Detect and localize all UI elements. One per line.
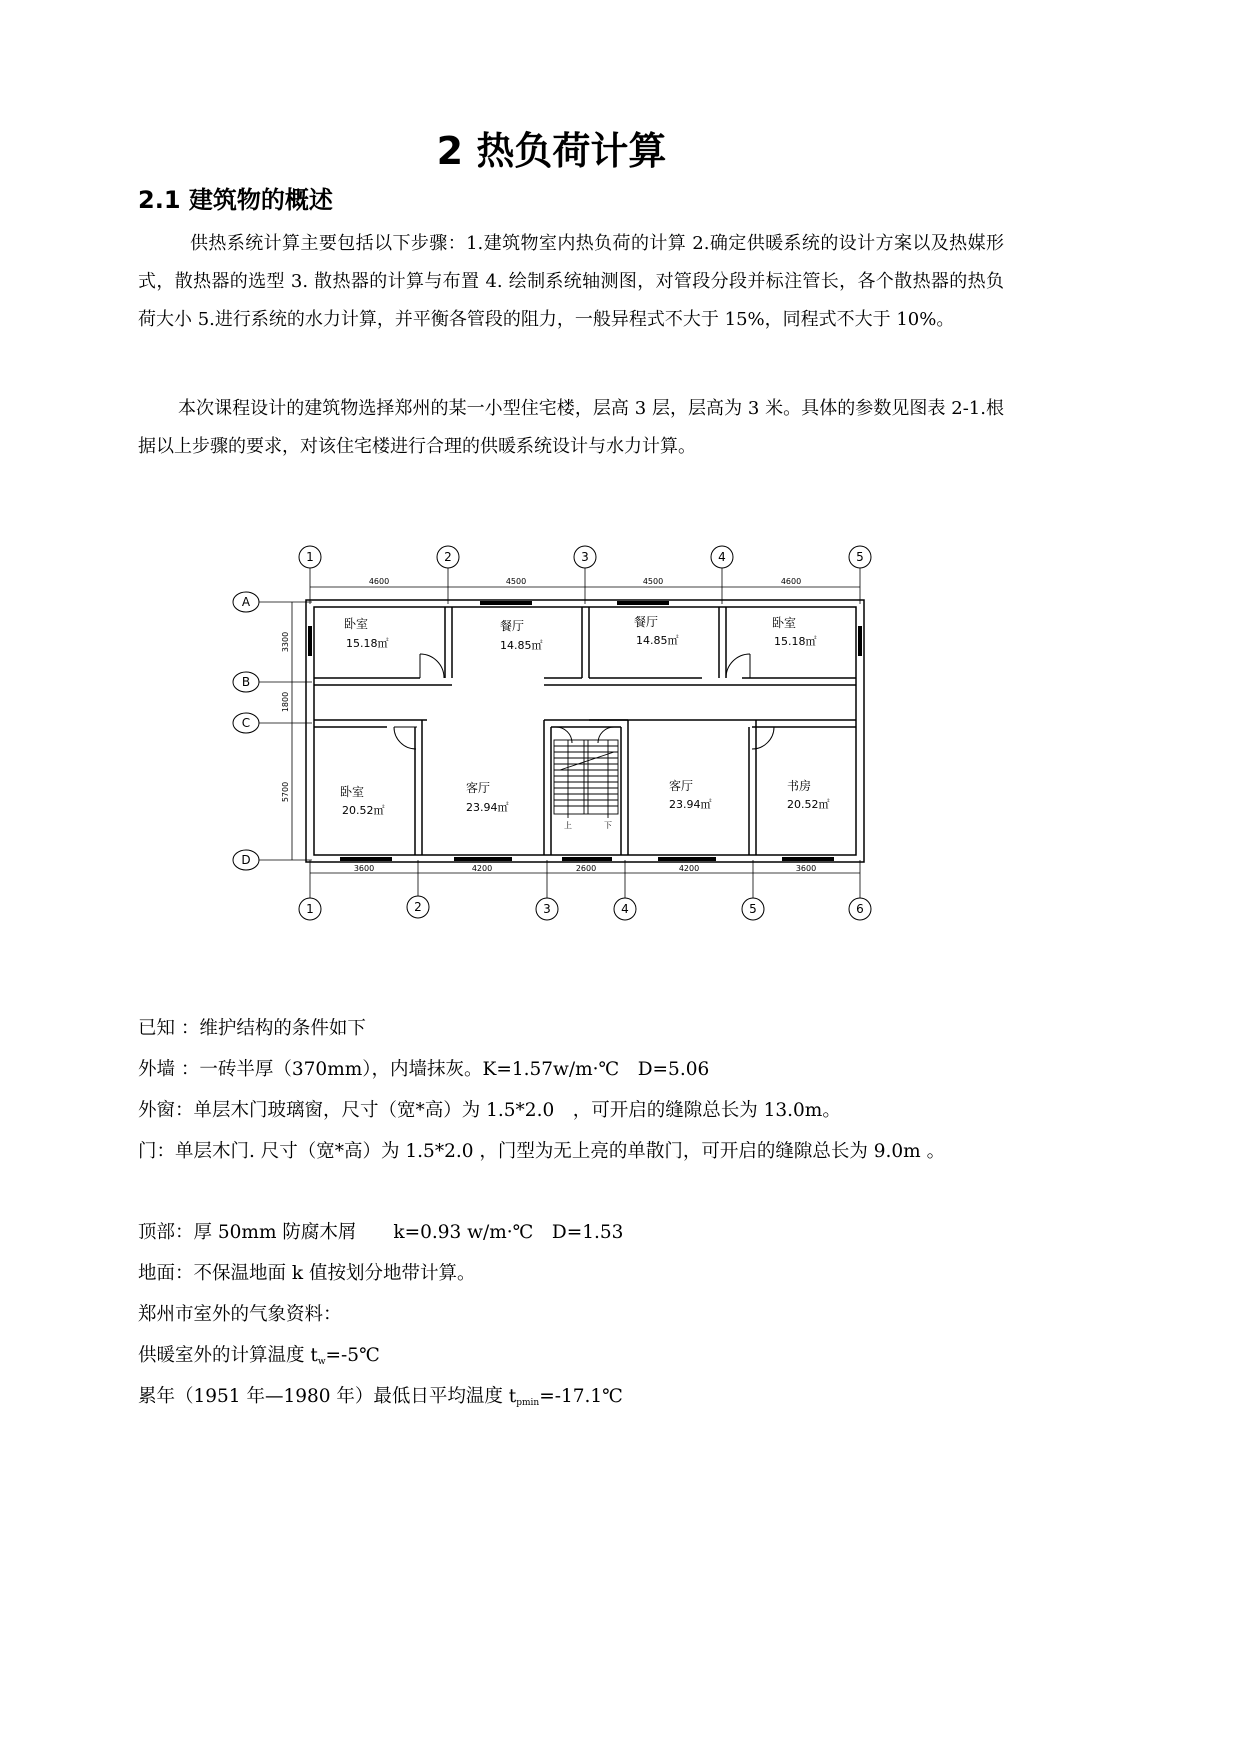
dimension-label: 3600 — [353, 864, 375, 873]
room-area: 15.18㎡ — [346, 637, 389, 650]
temperature-calc-label: 供暖室外的计算温度 t — [138, 1345, 318, 1366]
room-area: 23.94㎡ — [466, 801, 509, 814]
temperature-calc — [138, 1343, 1004, 1375]
axis-label-top: 2 — [444, 550, 452, 564]
section-heading: 2.1 建筑物的概述 — [138, 186, 333, 214]
room-name: 客厅 — [466, 781, 491, 795]
floor-plan-drawing — [222, 540, 892, 930]
dimension-label: 5700 — [281, 781, 290, 803]
room-name: 餐厅 — [500, 619, 525, 633]
axis-label-bottom: 1 — [306, 902, 314, 916]
temperature-calc-value: =-5℃ — [325, 1345, 380, 1366]
axis-label-row: A — [241, 595, 251, 609]
condition-wall: 外墙 ：一砖半厚（370mm），内墙抹灰。K=1.57w/m·℃ D=5.06 — [138, 1059, 710, 1080]
dimension-label: 4200 — [471, 864, 493, 873]
temperature-min-label: 累年（1951 年—1980 年）最低日平均温度 t — [138, 1386, 517, 1407]
page-title: 2 热负荷计算 — [436, 129, 667, 173]
dimension-label: 4600 — [780, 577, 802, 586]
dimension-label: 4200 — [678, 864, 700, 873]
room-name: 卧室 — [340, 785, 365, 799]
stair-up-label: 上 — [564, 821, 572, 830]
axis-label-bottom: 4 — [621, 902, 629, 916]
room-name: 餐厅 — [634, 615, 659, 629]
dimension-label: 1800 — [281, 691, 290, 713]
temperature-min — [138, 1384, 1004, 1416]
axis-label-row: D — [241, 853, 251, 867]
axis-label-top: 4 — [718, 550, 726, 564]
dimension-label: 4600 — [368, 577, 390, 586]
room-name: 客厅 — [669, 779, 694, 793]
temperature-calc-subscript: w — [317, 1357, 326, 1367]
axis-label-bottom: 2 — [414, 900, 422, 914]
room-area: 15.18㎡ — [774, 635, 817, 648]
room-name: 卧室 — [344, 617, 369, 631]
axis-label-row: B — [241, 675, 251, 689]
axis-label-row: C — [241, 716, 251, 730]
condition-window: 外窗：单层木门玻璃窗，尺寸（宽*高）为 1.5*2.0 ，可开启的缝隙总长为 13.0m。 — [138, 1100, 841, 1121]
axis-label-bottom: 6 — [856, 902, 864, 916]
temperature-min-value: =-17.1℃ — [539, 1386, 623, 1407]
dimension-label: 4500 — [642, 577, 664, 586]
axis-label-top: 1 — [306, 550, 314, 564]
axis-label-bottom: 5 — [749, 902, 757, 916]
room-area: 23.94㎡ — [669, 798, 712, 811]
room-area: 20.52㎡ — [787, 798, 830, 811]
dimension-label: 3600 — [795, 864, 817, 873]
axis-label-bottom: 3 — [543, 902, 551, 916]
axis-label-top: 3 — [581, 550, 589, 564]
dimension-label: 3300 — [281, 631, 290, 653]
condition-roof: 顶部：厚 50mm 防腐木屑 k=0.93 w/m·℃ D=1.53 — [138, 1222, 624, 1243]
room-name: 书房 — [787, 779, 812, 793]
weather-title: 郑州市室外的气象资料： — [138, 1304, 342, 1325]
dimension-label: 4500 — [505, 577, 527, 586]
condition-ground: 地面：不保温地面 k 值按划分地带计算。 — [138, 1263, 476, 1284]
temperature-min-subscript: pmin — [516, 1398, 540, 1408]
dimension-label: 2600 — [575, 864, 597, 873]
room-area: 20.52㎡ — [342, 804, 385, 817]
axis-label-top: 5 — [856, 550, 864, 564]
room-area: 14.85㎡ — [500, 639, 543, 652]
condition-known: 已知 ：维护结构的条件如下 — [138, 1018, 366, 1039]
room-name: 卧室 — [772, 616, 797, 630]
stair-down-label: 下 — [604, 821, 612, 830]
room-area: 14.85㎡ — [636, 634, 679, 647]
paragraph-steps: 供热系统计算主要包括以下步骤：1.建筑物室内热负荷的计算 2.确定供暖系统的设计方案以及热媒形式，散热器的选型 3. 散热器的计算与布置 4. 绘制系统轴测图，对管段分段并标注管长，各个散热器的热负荷大小 5.进行系统的水力计算，并平衡各管段的阻力，一般异程式不大于 15%，同程式不大于 10%。 — [138, 233, 1004, 330]
condition-door: 门：单层木门. 尺寸（宽*高）为 1.5*2.0 ，门型为无上亮的单散门，可开启的缝隙总长为 9.0m 。 — [138, 1141, 946, 1162]
paragraph-building: 本次课程设计的建筑物选择郑州的某一小型住宅楼，层高 3 层，层高为 3 米。具体的参数见图表 2-1.根据以上步骤的要求，对该住宅楼进行合理的供暖系统设计与水力计算。 — [138, 398, 1004, 457]
